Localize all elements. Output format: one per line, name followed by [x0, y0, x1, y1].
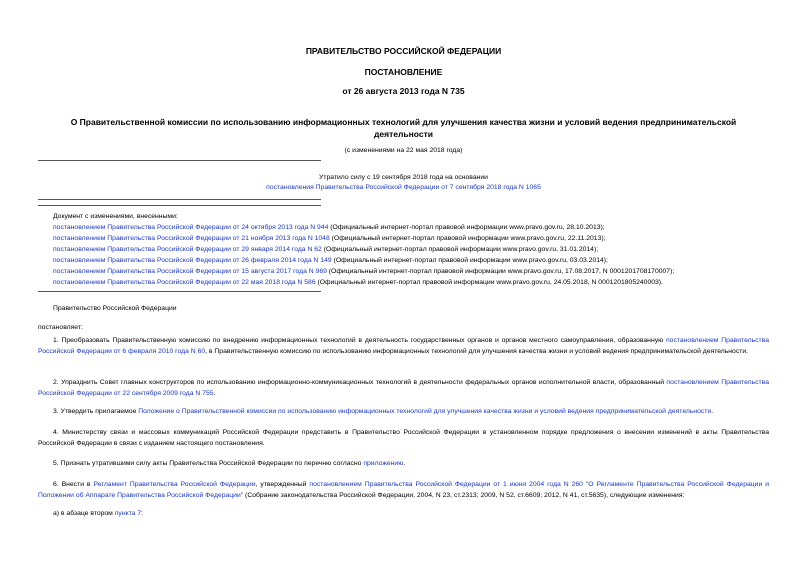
- paragraph-7: а) в абзаце втором пункта 7:: [53, 510, 144, 517]
- divider: [38, 199, 321, 200]
- paragraph-7-link[interactable]: пункта 7: [114, 510, 142, 517]
- lost-force-text: Утратило силу с 19 сентября 2018 года на основании: [319, 174, 488, 181]
- list-item: постановлением Правительства Российской Федерации от 22 мая 2018 года N 586 (Официальный интернет-портал правовой информации www.pravo.gov.ru, 24.05.2018, N 0001201805240003).: [53, 279, 663, 286]
- paragraph-6-link-decree[interactable]: постановлением Правительства Российской Федерации от 1 июня 2004 года N 260 "О Регламенте Правительства Российской Федерации и Положении об Аппарате Правительства Российской Федерации": [38, 481, 769, 499]
- paragraph-3: 3. Утвердить прилагаемое Положение о Правительственной комиссии по использованию информационных технологий для улучшения качества жизни и условий ведения предпринимательской деятельности.: [53, 408, 714, 415]
- paragraph-4: 4. Министерству связи и массовых коммуникаций Российской Федерации представить в Правительство Российской Федерации в установленном порядке предложения о внесении изменений в акты Правительства Российской Федерации в связи с изданием настоящего постановления.: [38, 429, 769, 447]
- paragraph-5-link[interactable]: приложению: [363, 460, 404, 467]
- lost-force-link[interactable]: постановления Правительства Российской Федерации от 7 сентября 2018 года N 1065: [266, 184, 541, 191]
- divider: [38, 160, 321, 161]
- paragraph-2: 2. Упразднить Совет главных конструкторов по использованию информационно-коммуникационных технологий в деятельности федеральных органов исполнительной власти, образованный постановлением Правительства Российской Федерации от 22 сентября 2009 года N 755.: [38, 379, 769, 397]
- body-government: Правительство Российской Федерации: [53, 305, 177, 312]
- document-title: О Правительственной комиссии по использованию информационных технологий для улучшения качества жизни и условий ведения предпринимательской деятельности: [70, 117, 737, 139]
- amendment-link[interactable]: постановлением Правительства Российской Федерации от 29 января 2014 года N 62: [53, 246, 322, 253]
- government-heading: ПРАВИТЕЛЬСТВО РОССИЙСКОЙ ФЕДЕРАЦИИ: [305, 46, 502, 56]
- list-item: постановлением Правительства Российской Федерации от 21 ноября 2013 года N 1048 (Официальный интернет-портал правовой информации www.pravo.gov.ru, 22.11.2013);: [53, 235, 606, 242]
- paragraph-5: 5. Признать утратившими силу акты Правительства Российской Федерации по перечню согласно приложению.: [53, 460, 406, 467]
- lost-force-line: [38, 184, 769, 191]
- amendment-link[interactable]: постановлением Правительства Российской Федерации от 21 ноября 2013 года N 1048: [53, 235, 330, 242]
- amendment-link[interactable]: постановлением Правительства Российской Федерации от 22 мая 2018 года N 586: [53, 279, 316, 286]
- changes-intro: Документ с изменениями, внесенными:: [53, 213, 178, 220]
- list-item: постановлением Правительства Российской Федерации от 24 октября 2013 года N 944 (Официальный интернет-портал правовой информации www.pravo.gov.ru, 28.10.2013);: [53, 224, 605, 231]
- body-decrees: постановляет:: [38, 324, 83, 331]
- amendment-link[interactable]: постановлением Правительства Российской Федерации от 26 февраля 2014 года N 149: [53, 257, 332, 264]
- document-type: ПОСТАНОВЛЕНИЕ: [364, 67, 443, 77]
- amended-note: (с изменениями на 22 мая 2018 года): [344, 147, 463, 154]
- document-date-number: от 26 августа 2013 года N 735: [342, 86, 465, 96]
- paragraph-3-link[interactable]: Положение о Правительственной комиссии по использованию информационных технологий для улучшения качества жизни и условий ведения предпринимательской деятельности: [138, 408, 712, 415]
- divider: [38, 291, 321, 292]
- paragraph-1: 1. Преобразовать Правительственную комиссию по внедрению информационных технологий в деятельность государственных органов и органов местного самоуправления, образованную постановлением Правительства Российской Федерации от 6 февраля 2010 года N 60, в Правительственную комиссию по использованию информационных технологий для улучшения качества жизни и условий ведения предпринимательской деятельности.: [38, 337, 769, 355]
- list-item: постановлением Правительства Российской Федерации от 26 февраля 2014 года N 149 (Официальный интернет-портал правовой информации www.pravo.gov.ru, 03.03.2014);: [53, 257, 608, 264]
- paragraph-6-link-regulation[interactable]: Регламент Правительства Российской Федерации: [93, 481, 256, 488]
- divider: [38, 205, 321, 206]
- amendment-link[interactable]: постановлением Правительства Российской Федерации от 24 октября 2013 года N 944: [53, 224, 329, 231]
- list-item: постановлением Правительства Российской Федерации от 29 января 2014 года N 62 (Официальный интернет-портал правовой информации www.pravo.gov.ru, 31.01.2014);: [53, 246, 599, 253]
- amendment-link[interactable]: постановлением Правительства Российской Федерации от 15 августа 2017 года N 969: [53, 268, 327, 275]
- list-item: постановлением Правительства Российской Федерации от 15 августа 2017 года N 969 (Официальный интернет-портал правовой информации www.pravo.gov.ru, 17.08.2017, N 0001201708170007);: [53, 268, 675, 275]
- paragraph-2-link[interactable]: постановлением Правительства Российской Федерации от 22 сентября 2009 года N 755: [38, 379, 769, 397]
- paragraph-6: 6. Внести в Регламент Правительства Российской Федерации, утвержденный постановлением Правительства Российской Федерации от 1 июня 2004 года N 260 "О Регламенте Правительства Российской Федерации и Положении об Аппарате Правительства Российской Федерации" (Собрание законодательства Российской Федерации, 2004, N 23, ст.2313; 2009, N 52, ст.6609; 2012, N 41, ст.5635), следующие изменения:: [38, 481, 769, 499]
- changes-list: [53, 211, 769, 288]
- paragraph-1-link[interactable]: постановлением Правительства Российской Федерации от 6 февраля 2010 года N 60: [38, 337, 769, 355]
